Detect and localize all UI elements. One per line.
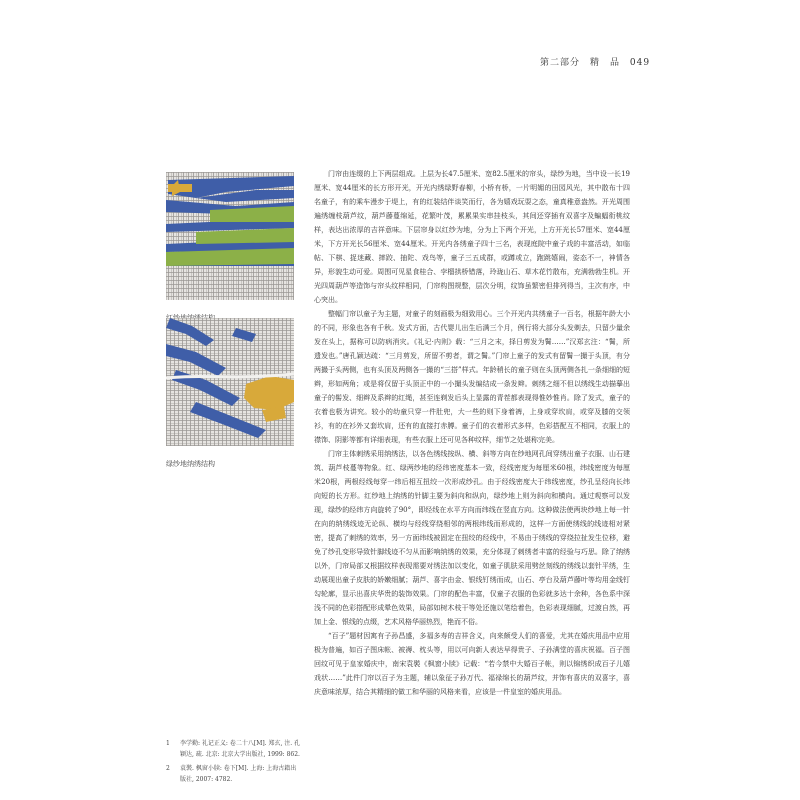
footnote-number: 1 xyxy=(166,740,170,747)
section-title: 第二部分 精 品 xyxy=(540,58,621,68)
footnote-text: 袁褧. 枫窗小牍: 卷下[M]. 上海: 上海古籍出版社, 2007: 4782. xyxy=(180,765,297,783)
embroidery-structure-figure-green xyxy=(166,318,294,446)
article-body xyxy=(314,167,630,699)
body-paragraph: 整幅门帘以童子为主题，对童子的刻画极为细致用心。三个开光内共绣童子一百名，根据年龄大小的不同，形象也各有千秋。发式方面，古代婴儿出生后满三个月，例行将大部分头发剃去，只留少量余发在头上，据称可以防病消灾。《礼记·内则》载：“三月之末，择日剪发为鬌……”汉郑玄注：“鬌，所遗发也。”唐孔颖达疏：“三月剪发，所留不剪者，谓之鬌。”门帘上童子的发式有留鬌一撮于头顶，有分两撮于头两侧，也有头顶及两侧各一撮的“三搭”样式。年龄稍长的童子则在头顶两侧各扎一条细细的短辫，形如两角；或是将仅留于头顶正中的一小撮头发编结成一条发辫。刺绣之细不但以绣线生动描摹出童子的髻发、细辫及系辫的红绳，甚至连剃发后头上显露的青茬都表现得惟妙惟肖。除了发式，童子的衣着也极为讲究。较小的幼童只穿一件肚兜，大一些的则下身着裤，上身或穿坎肩，或穿及膝的交领衫，有的在衫外又套坎肩，还有的直接打赤膊。童子们的衣着形式多样，色彩搭配互不相同，衣服上的襟饰、阴影等都有详细表现，有些衣服上还可见各种纹样，细节之处堪称完美。 xyxy=(314,310,630,444)
running-header xyxy=(540,55,651,68)
body-paragraph: “百子”题材因寓有子孙昌盛，多福多寿的吉祥含义，向来颇受人们的喜爱，尤其在婚庆用品中应用极为普遍，如百子图床帐、被褥、枕头等，用以可向新人表达早得贵子、子孙满堂的喜庆祝福。百子图回纹可见于皇家婚庆中，南宋袁褧《枫窗小牍》记载：“若今禁中大婚百子帐，则以锦绣织成百子儿嬉戏状……”此件门帘以百子为主题，辅以象征子孙万代、福禄绵长的葫芦纹，并饰有喜庆的双喜字，喜庆意味浓厚，结合其精细的做工和华丽的风格来看，应该是一件皇室的婚庆用品。 xyxy=(314,632,630,696)
page-number: 049 xyxy=(629,58,651,68)
embroidery-structure-figure-red xyxy=(166,172,294,300)
footnote xyxy=(166,764,301,785)
body-paragraph: 门帘主体刺绣采用纳绣法，以各色绣线按纵、横、斜等方向在纱地网孔间穿绣出童子衣服、山石建筑、葫芦枝蔓等物象。红、绿两纱地的经纬密度基本一致，经线密度为每厘米60根，纬线密度为每厘米20根，两根经线每穿一纬后相互扭绞一次形成纱孔。由于经线密度大于纬线密度，纱孔呈经向长纬向短的长方形。红纱地上纳绣的针脚主要为斜向和纵向，绿纱地上则为斜向和横向。通过观察可以发现，绿纱的经纬方向旋转了90°，即经线在水平方向而纬线在竖直方向。这种做法使两块纱地上每一针在向的纳绣线迹无论纵、横均与经线穿绕相邻的两根纬线而形成的，这样一方面使绣线的线迹相对紧密，提高了刺绣的效率，另一方面纬线被固定在扭绞的经线中，不易由于绣线的穿绕拉扯发生位移，避免了纱孔变形导致针脚线迹不匀从而影响纳绣的效果，充分体现了刺绣者丰富的经验与巧思。除了纳绣以外，门帘局部又根据纹样表现需要对绣法加以变化，如童子肌肤采用劈丝刻线的绣线以套针平绣，生动展现出童子皮肤的娇嫩细腻；葫芦、喜字由金、银线钉绣而成，山石、亭台及葫芦藤叶等均用金线钉勾轮廓，显示出喜庆华贵的装饰效果。门帘的配色丰富，仅童子衣服的色彩就多达十余种，各色系中深浅不同的色彩搭配形成晕色效果，局部如树木枝干等处还施以笔绘着色，色彩表现细腻，过渡自然，再加上金、银线的点缀，艺术风格华丽热烈，艳而不俗。 xyxy=(314,450,630,626)
footnote xyxy=(166,739,301,760)
footnotes xyxy=(166,739,301,789)
figure-caption-green: 绿纱地纳绣结构 xyxy=(166,460,215,468)
footnote-number: 2 xyxy=(166,765,170,772)
body-paragraph: 门帘由连缀的上下两层组成。上层为长47.5厘米、宽82.5厘米的帘头，绿纱为地，当中设一长19厘米、宽44厘米的长方形开光，开光内绣绿野春柳，小桥有桥，一片明媚的田园风光，其中散布十四名童子，有的乘车漫步于堤上，有的红装结伴谈笑而行，各为嬉戏玩耍之态，童真稚意盎然。开光周围遍绣缠枝葫芦纹，葫芦藤蔓绵延，花繁叶茂，累累果实串挂枝头，其间还穿插有双喜字及蝙蝠衔桃纹样，表达出浓厚的吉祥意味。下层帘身以红纱为地，分为上下两个开光，上方开光长57厘米、宽44厘米，下方开光长56厘米、宽44厘米。开光内各绣童子四十三名，表现庭院中童子戏的丰富活动，如临帖、下棋、捉迷藏、摔跤、抽陀、戏鸟等，童子三五成群，或蹲或立，跑跳嬉闹，姿态不一，神情各异，形貌生动可爱。周围可见星食桂合、孛榴拱桥错落，玲珑山石、草木花竹散布，充满勃勃生机。开光四周葫芦等造饰与帘头纹样相同，门帘构图规整，层次分明，纹饰虽繁密但排列得当，主次有序，中心突出。 xyxy=(314,170,630,304)
footnote-text: 李学勤: 礼记正义: 卷二十八[M]. 郑玄, 注. 孔颖达, 疏. 北京: 北京大学出版社, 1999: 862. xyxy=(180,740,301,758)
